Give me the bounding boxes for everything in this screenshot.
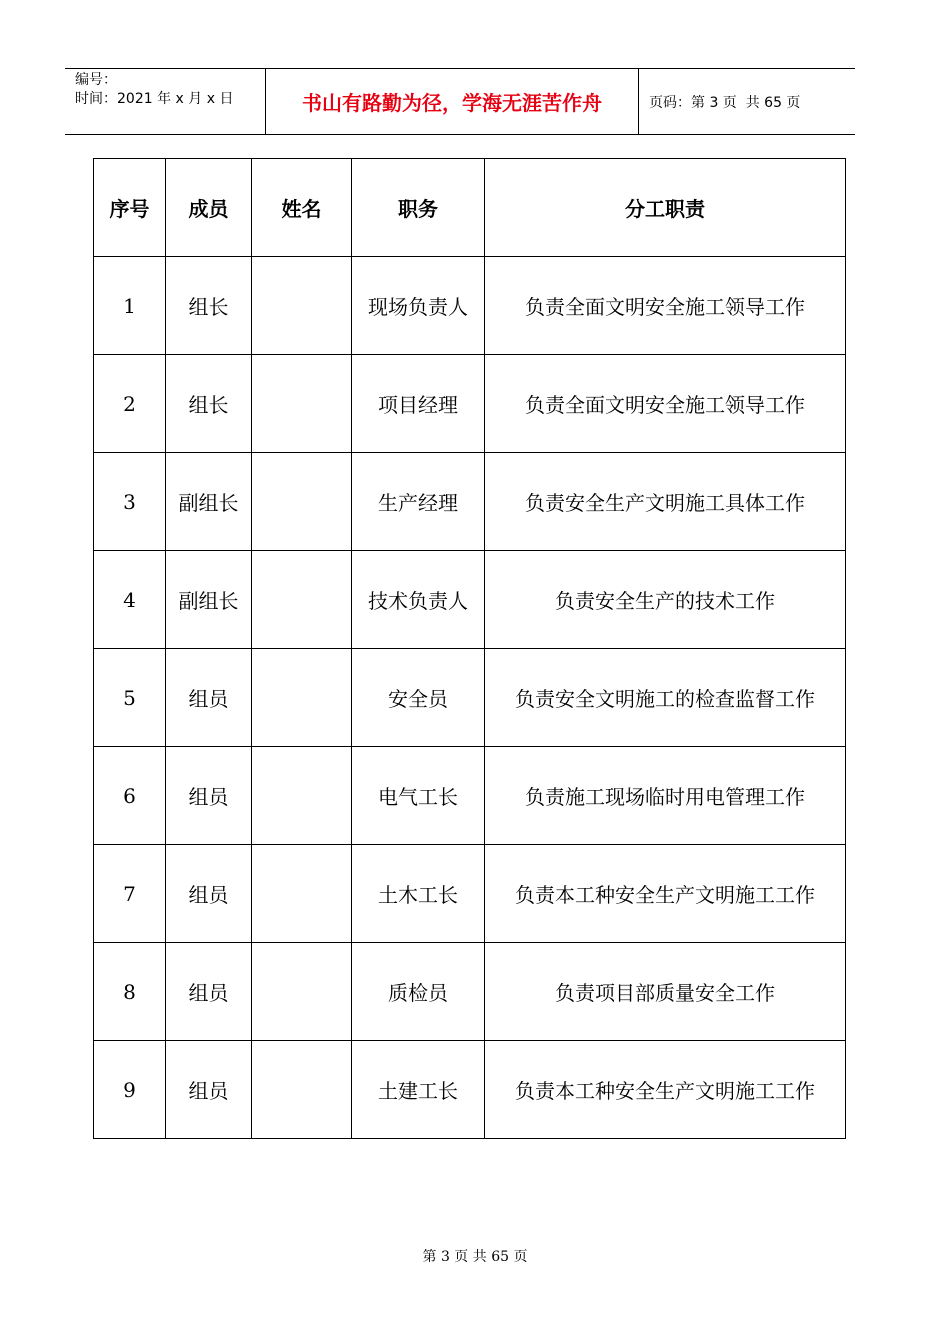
cell-number: 6 (94, 747, 166, 845)
cell-name (252, 551, 352, 649)
cell-number: 1 (94, 257, 166, 355)
cell-position: 生产经理 (352, 453, 485, 551)
cell-position: 质检员 (352, 943, 485, 1041)
cell-number: 4 (94, 551, 166, 649)
cell-name (252, 845, 352, 943)
column-header-position: 职务 (352, 159, 485, 257)
cell-number: 7 (94, 845, 166, 943)
cell-duty: 负责施工现场临时用电管理工作 (485, 747, 846, 845)
cell-duty: 负责本工种安全生产文明施工工作 (485, 1041, 846, 1139)
cell-duty: 负责项目部质量安全工作 (485, 943, 846, 1041)
header-meta (65, 69, 266, 134)
cell-name (252, 257, 352, 355)
header-motto: 书山有路勤为径，学海无涯苦作舟 (266, 69, 639, 134)
table-row (94, 747, 846, 845)
cell-member: 组长 (166, 257, 252, 355)
cell-member: 组长 (166, 355, 252, 453)
cell-member: 组员 (166, 1041, 252, 1139)
cell-duty: 负责安全文明施工的检查监督工作 (485, 649, 846, 747)
header-page-info (639, 69, 855, 134)
column-header-member: 成员 (166, 159, 252, 257)
cell-name (252, 453, 352, 551)
cell-position: 现场负责人 (352, 257, 485, 355)
table-header-row (94, 159, 846, 257)
cell-member: 组员 (166, 649, 252, 747)
column-header-name: 姓名 (252, 159, 352, 257)
cell-duty: 负责安全生产文明施工具体工作 (485, 453, 846, 551)
cell-number: 8 (94, 943, 166, 1041)
cell-position: 土木工长 (352, 845, 485, 943)
page-header (65, 68, 855, 135)
cell-name (252, 355, 352, 453)
cell-member: 副组长 (166, 551, 252, 649)
cell-name (252, 943, 352, 1041)
cell-name (252, 649, 352, 747)
cell-number: 2 (94, 355, 166, 453)
cell-position: 安全员 (352, 649, 485, 747)
table-row (94, 1041, 846, 1139)
cell-number: 9 (94, 1041, 166, 1139)
column-header-number: 序号 (94, 159, 166, 257)
table-row (94, 943, 846, 1041)
cell-duty: 负责全面文明安全施工领导工作 (485, 355, 846, 453)
cell-member: 副组长 (166, 453, 252, 551)
cell-member: 组员 (166, 845, 252, 943)
column-header-duty: 分工职责 (485, 159, 846, 257)
document-time-label: 时间：2021 年 x 月 x 日 (75, 91, 234, 107)
table-row (94, 257, 846, 355)
document-number-label: 编号： (75, 72, 117, 88)
cell-duty: 负责安全生产的技术工作 (485, 551, 846, 649)
table-row (94, 845, 846, 943)
cell-position: 土建工长 (352, 1041, 485, 1139)
cell-position: 电气工长 (352, 747, 485, 845)
table-row (94, 355, 846, 453)
cell-name (252, 1041, 352, 1139)
cell-duty: 负责本工种安全生产文明施工工作 (485, 845, 846, 943)
cell-position: 项目经理 (352, 355, 485, 453)
cell-member: 组员 (166, 747, 252, 845)
team-roster-table (93, 158, 846, 1139)
table-row (94, 649, 846, 747)
header-page-info-text: 页码：第 3 页 共 65 页 (649, 94, 801, 111)
table-row (94, 551, 846, 649)
page-footer: 第 3 页 共 65 页 (422, 1249, 528, 1265)
cell-position: 技术负责人 (352, 551, 485, 649)
cell-duty: 负责全面文明安全施工领导工作 (485, 257, 846, 355)
cell-name (252, 747, 352, 845)
cell-member: 组员 (166, 943, 252, 1041)
table-row (94, 453, 846, 551)
cell-number: 3 (94, 453, 166, 551)
cell-number: 5 (94, 649, 166, 747)
